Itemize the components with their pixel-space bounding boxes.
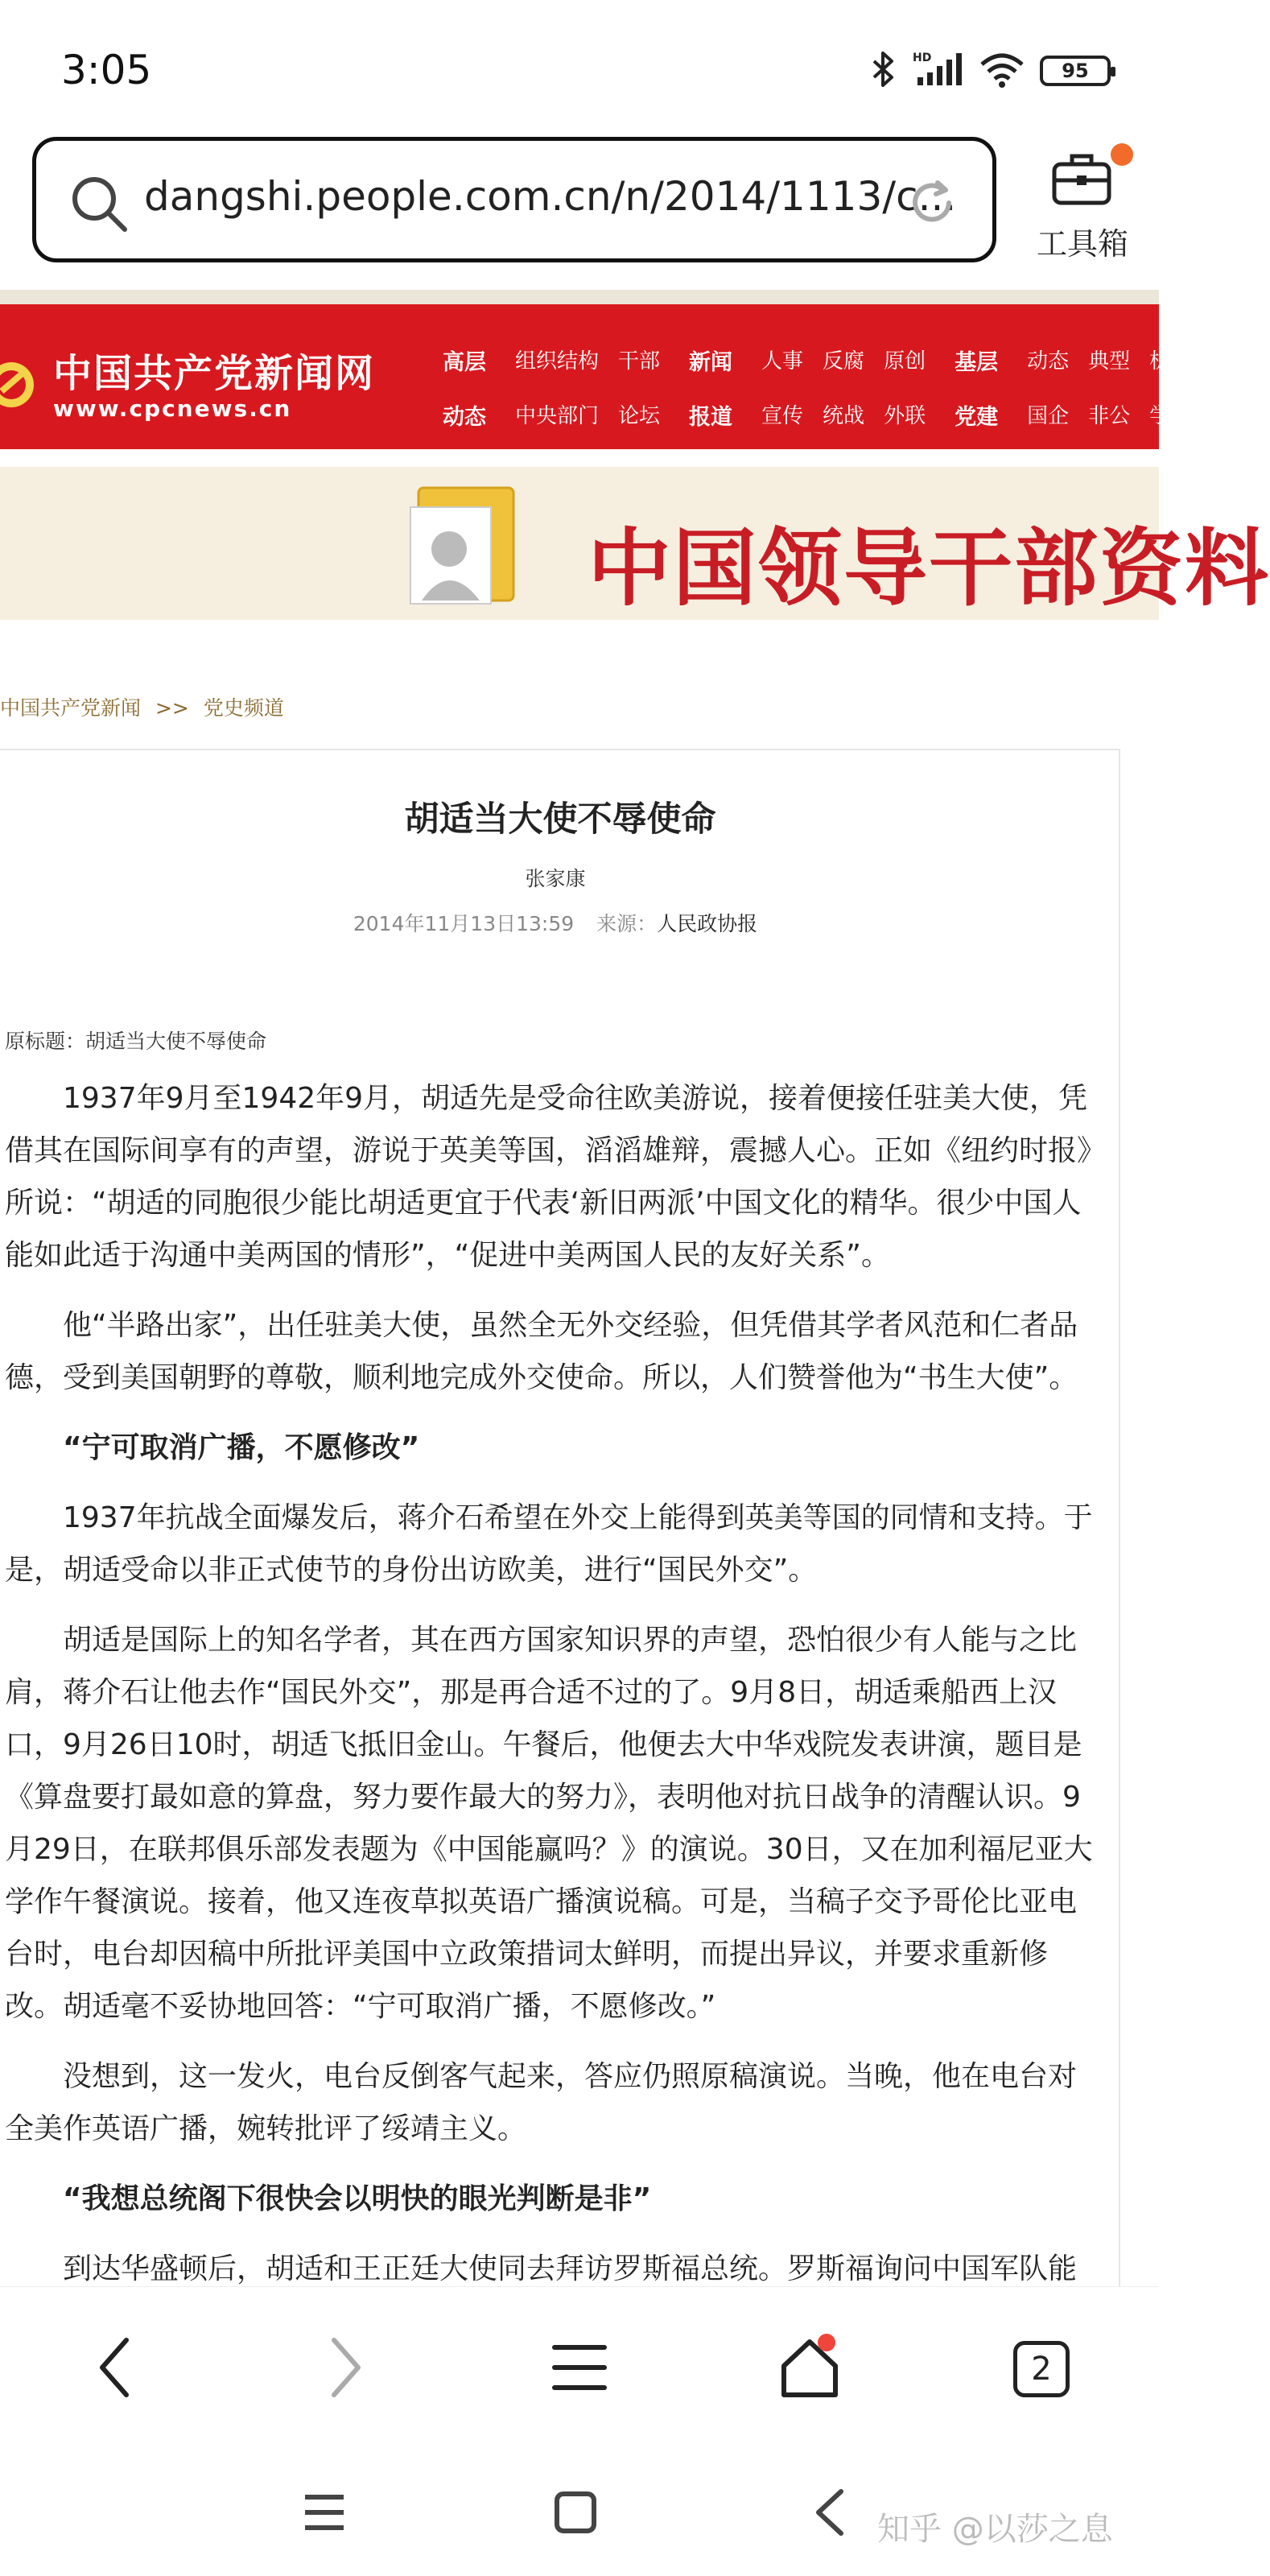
- article-source[interactable]: 人民政协报: [657, 912, 758, 935]
- nav-link[interactable]: 论坛: [618, 404, 661, 428]
- nav-link[interactable]: 动态: [443, 405, 486, 430]
- menu-button[interactable]: [539, 2329, 620, 2409]
- article: [0, 749, 1120, 2359]
- site-nav-row-2: [443, 399, 1210, 431]
- battery-icon: 95: [1040, 56, 1111, 86]
- menu-icon: [551, 2339, 608, 2399]
- nav-link[interactable]: 中央部门: [515, 404, 600, 428]
- paragraph: 1937年9月至1942年9月，胡适先是受命往欧美游说，接着便接任驻美大使，凭借其在国际间享有的声望，游说于英美等国，滔滔雄辩，震撼人心。正如《纽约时报》所说：“胡适的同胞很少能比胡适更宜于代表‘新旧两派’中国文化的精华。很少中国人能如此适于沟通中美两国的情形”，“促进中美两国人民的友好关系”。: [5, 1082, 1092, 1272]
- toolbox-label: 工具箱: [1036, 226, 1128, 262]
- svg-text:HD: HD: [913, 52, 932, 64]
- toolbox-button[interactable]: [1022, 143, 1143, 264]
- document-folder-icon: [402, 480, 523, 612]
- nav-link[interactable]: 人事: [761, 349, 804, 374]
- paragraph: 1937年抗战全面爆发后，蒋介石希望在外交上能得到英美等国的同情和支持。于是，胡适受命以非正式使节的身份出访欧美，进行“国民外交”。: [5, 1501, 1093, 1587]
- article-body: [5, 1072, 1093, 2365]
- nav-link[interactable]: 高层: [443, 350, 486, 375]
- breadcrumb-home[interactable]: 中国共产党新闻: [0, 696, 142, 720]
- site-header: [0, 304, 1192, 449]
- back-button[interactable]: [74, 2329, 155, 2409]
- subheading: “宁可取消广播，不愿修改”: [63, 1431, 420, 1464]
- url-text[interactable]: dangshi.people.com.cn/n/2014/1113/c...: [144, 173, 957, 220]
- notification-dot: [1111, 143, 1133, 166]
- nav-link[interactable]: 新闻: [689, 350, 733, 375]
- hd-signal-icon: [913, 50, 964, 92]
- article-meta: [0, 908, 1111, 937]
- tab-count: 2: [1013, 2341, 1070, 2397]
- recents-icon: [302, 2492, 347, 2536]
- logo-url: www.cpcnews.cn: [53, 394, 292, 422]
- back-nav-button[interactable]: [794, 2478, 866, 2550]
- chevron-right-icon: [326, 2335, 366, 2403]
- breadcrumb-section[interactable]: 党史频道: [203, 696, 284, 720]
- watermark: 知乎 @以莎之息: [877, 2511, 1113, 2548]
- paragraph: 到达华盛顿后，胡适和王正廷大使同去拜访罗斯福总统。罗斯福询问中国军队能: [63, 2252, 1078, 2285]
- nav-link[interactable]: 干部: [618, 349, 661, 374]
- nav-link[interactable]: 统战: [823, 404, 865, 428]
- subheading: “我想总统阁下很快会以明快的眼光判断是非”: [63, 2182, 652, 2215]
- logo-name: 中国共产党新闻网: [53, 351, 376, 396]
- home-button[interactable]: [769, 2329, 850, 2409]
- nav-link[interactable]: 组织结构: [515, 349, 600, 374]
- square-icon: [554, 2491, 597, 2537]
- status-bar: [0, 0, 1159, 129]
- reload-icon[interactable]: [905, 176, 959, 233]
- notification-dot: [818, 2334, 835, 2351]
- address-bar[interactable]: [32, 137, 996, 262]
- home-nav-button[interactable]: [539, 2478, 612, 2550]
- nav-link[interactable]: 非公: [1088, 404, 1131, 428]
- chevron-left-icon: [94, 2335, 134, 2403]
- breadcrumb-separator: >>: [155, 696, 189, 720]
- tabs-button[interactable]: [1001, 2329, 1082, 2409]
- nav-link[interactable]: 反腐: [823, 349, 865, 374]
- original-title: 原标题：胡适当大使不辱使命: [5, 1030, 267, 1053]
- toolbox-icon: [1049, 150, 1114, 211]
- system-nav-bar: [0, 2447, 1159, 2576]
- nav-link[interactable]: 学校: [1149, 404, 1192, 428]
- source-label: 来源：: [596, 912, 658, 935]
- nav-link[interactable]: 机关: [1149, 349, 1192, 374]
- recents-button[interactable]: [288, 2478, 361, 2550]
- web-page[interactable]: [0, 290, 1270, 2286]
- status-icons: [869, 50, 1111, 92]
- site-logo[interactable]: [0, 353, 375, 422]
- nav-link[interactable]: 党建: [955, 405, 999, 430]
- ad-banner[interactable]: [0, 467, 1270, 620]
- nav-link[interactable]: 外联: [884, 404, 926, 428]
- banner-text: 中国领导干部资料: [588, 519, 1270, 617]
- article-author: 张家康: [525, 867, 586, 890]
- search-icon: [70, 175, 130, 237]
- nav-link[interactable]: 报道: [689, 405, 733, 430]
- nav-link[interactable]: 典型: [1088, 349, 1131, 374]
- site-nav-row-1: [443, 345, 1210, 376]
- article-title: 胡适当大使不辱使命: [404, 799, 716, 840]
- page-top-strip: [0, 290, 1159, 304]
- breadcrumb: [0, 692, 284, 721]
- status-time: 3:05: [61, 47, 152, 93]
- back-triangle-icon: [814, 2488, 846, 2540]
- paragraph: 他“半路出家”，出任驻美大使，虽然全无外交经验，但凭借其学者风范和仁者品德，受到美国朝野的尊敬，顺利地完成外交使命。所以，人们赞誉他为“书生大使”。: [5, 1309, 1078, 1394]
- nav-link[interactable]: 国企: [1027, 404, 1070, 428]
- paragraph: 胡适是国际上的知名学者，其在西方国家知识界的声望，恐怕很少有人能与之比肩，蒋介石让他去作“国民外交”，那是再合适不过的了。9月8日，胡适乘船西上汉口，9月26日10时，胡适飞抵旧金山。午餐后，他便去大中华戏院发表讲演，题目是《算盘要打最如意的算盘，努力要作最大的努力》，表明他对抗日战争的清醒认识。9月29日，在联邦俱乐部发表题为《中国能赢吗？》的演说。30日，又在加利福尼亚大学作午餐演说。接着，他又连夜草拟英语广播演说稿。可是，当稿子交予哥伦比亚电台时，电台却因稿中所批评美国中立政策措词太鲜明，而提出异议，并要求重新修改。胡适毫不妥协地回答：“宁可取消广播，不愿修改。”: [5, 1624, 1093, 2023]
- nav-link[interactable]: 原创: [884, 349, 926, 374]
- browser-toolbar: [0, 2286, 1159, 2447]
- article-date: 2014年11月13日13:59: [353, 912, 575, 935]
- nav-link[interactable]: 动态: [1027, 349, 1070, 374]
- paragraph: 没想到，这一发火，电台反倒客气起来，答应仍照原稿演说。当晚，他在电台对全美作英语广播，婉转批评了绥靖主义。: [5, 2060, 1078, 2145]
- nav-link[interactable]: 宣传: [761, 404, 804, 428]
- wifi-icon: [979, 50, 1025, 92]
- party-emblem-icon: [0, 357, 45, 417]
- bluetooth-icon: [869, 50, 898, 92]
- forward-button[interactable]: [306, 2329, 386, 2409]
- nav-link[interactable]: 基层: [955, 350, 999, 375]
